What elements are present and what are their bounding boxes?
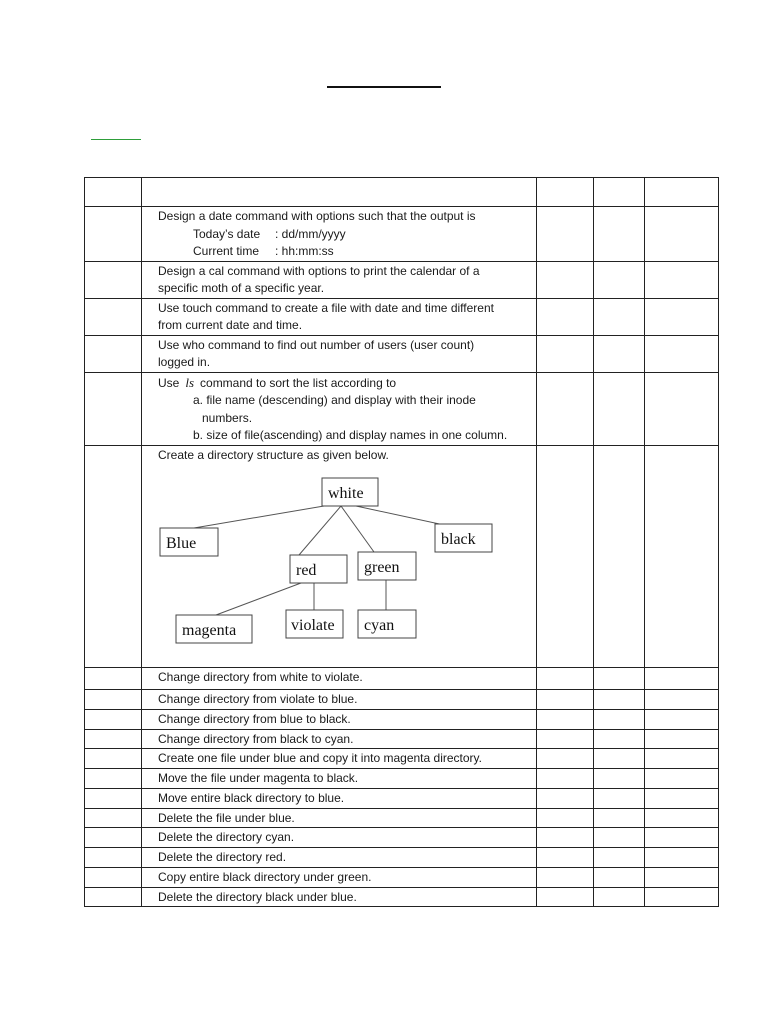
table-row <box>85 887 719 907</box>
task-text: Design a date command with options such that the output is <box>158 209 476 223</box>
exercise-table <box>84 177 719 907</box>
node-black <box>435 524 492 552</box>
svg-text:violate: violate <box>291 617 335 634</box>
svg-text:Blue: Blue <box>166 535 197 552</box>
table-row <box>85 667 719 689</box>
node-blue <box>160 528 218 556</box>
table-row <box>85 867 719 887</box>
subtitle-underline <box>91 139 141 140</box>
task-step: Change directory from blue to black. <box>142 709 537 729</box>
svg-text:magenta: magenta <box>182 622 237 639</box>
header-cell-2 <box>142 178 537 207</box>
table-row <box>85 749 719 769</box>
task-step: Move the file under magenta to black. <box>142 769 537 789</box>
task-touch-command: Use touch command to create a file with date and time different from current date and time. <box>142 298 537 335</box>
node-green <box>358 552 416 580</box>
task-step: Move entire black directory to blue. <box>142 788 537 808</box>
svg-text:red: red <box>296 562 317 579</box>
header-cell-3 <box>537 178 594 207</box>
task-cal-command: Design a cal command with options to print the calendar of a specific moth of a specific year. <box>142 261 537 298</box>
task-step: Delete the directory cyan. <box>142 828 537 848</box>
table-row <box>85 788 719 808</box>
edge-white-blue <box>194 506 324 528</box>
task-who-command: Use who command to find out number of users (user count) logged in. <box>142 335 537 372</box>
svg-text:cyan: cyan <box>364 617 395 634</box>
node-cyan <box>358 610 416 638</box>
header-row <box>85 178 719 207</box>
table-row <box>85 689 719 709</box>
table-row <box>85 261 719 298</box>
task-date-command <box>142 207 537 262</box>
task-step: Change directory from black to cyan. <box>142 729 537 749</box>
time-format: : hh:mm:ss <box>275 244 334 258</box>
task-step: Copy entire black directory under green. <box>142 867 537 887</box>
edge-white-red <box>299 506 341 555</box>
header-cell-1 <box>85 178 142 207</box>
table-row <box>85 335 719 372</box>
ls-command-name: ls <box>185 374 195 390</box>
node-magenta <box>176 615 252 643</box>
task-step: Change directory from white to violate. <box>142 667 537 689</box>
svg-text:green: green <box>364 559 400 576</box>
table-row <box>85 828 719 848</box>
title-underline <box>327 86 441 88</box>
time-label: Current time <box>193 244 260 258</box>
table-row <box>85 769 719 789</box>
svg-text:black: black <box>441 531 476 548</box>
task-step: Delete the file under blue. <box>142 808 537 828</box>
table-row <box>85 207 719 262</box>
task-step: Delete the directory red. <box>142 848 537 868</box>
task-directory-structure: Create a directory structure as given below. white Blue black red green magenta violate cyan <box>142 445 537 667</box>
header-cell-4 <box>594 178 645 207</box>
node-white <box>322 478 378 506</box>
edge-white-green <box>341 506 374 552</box>
table-row <box>85 445 719 667</box>
task-step: Delete the directory black under blue. <box>142 887 537 907</box>
table-row <box>85 709 719 729</box>
task-ls-command: Use ls command to sort the list according to a. file name (descending) and display with their inode numbers. b. size of file(ascending) and display names in one column. <box>142 372 537 445</box>
node-red <box>290 555 347 583</box>
table-row <box>85 372 719 445</box>
svg-text:white: white <box>328 485 364 502</box>
directory-tree-diagram <box>156 468 516 648</box>
task-step: Create one file under blue and copy it into magenta directory. <box>142 749 537 769</box>
date-label: Today’s date <box>193 226 261 241</box>
node-violate <box>286 610 343 638</box>
table-row <box>85 808 719 828</box>
task-step: Change directory from violate to blue. <box>142 689 537 709</box>
date-format: : dd/mm/yyyy <box>275 226 346 241</box>
table-row <box>85 729 719 749</box>
table-row <box>85 298 719 335</box>
table-row <box>85 848 719 868</box>
header-cell-5 <box>645 178 719 207</box>
